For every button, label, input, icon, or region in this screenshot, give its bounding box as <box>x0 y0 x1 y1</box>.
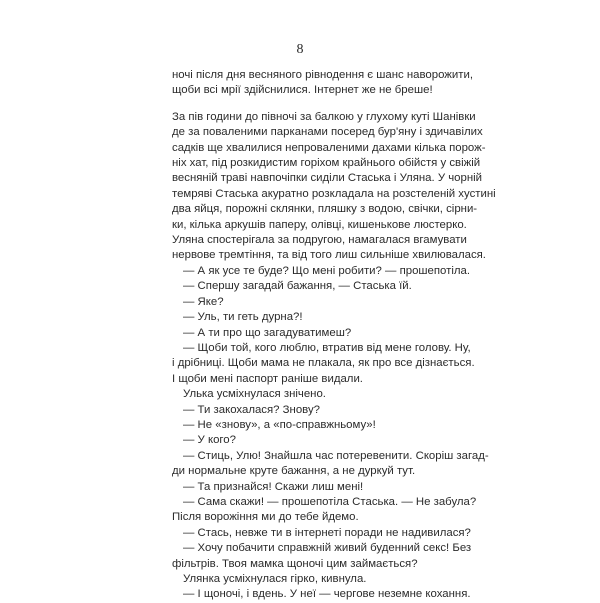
text-line: ди нормальне круте бажання, а не дуркуй тут. <box>172 465 416 478</box>
text-line: щоби всі мрії здійснилися. Інтернет же не бреше! <box>172 84 433 97</box>
text-line: де за поваленими парканами посеред бур'яну і здичавілих <box>172 126 483 139</box>
text-line: темряві Стаська акуратно розкладала на розстеленій хустині <box>172 187 496 200</box>
text-line: — Уль, ти геть дурна?! <box>183 311 303 324</box>
text-line: і дрібниці. Щоби мама не плакала, як про все дізнається. <box>172 357 475 370</box>
text-line: — А ти про що загадуватимеш? <box>183 326 352 339</box>
text-line: — А як усе те буде? Що мені робити? — прошепотіла. <box>183 264 471 277</box>
text-line: ки, кілька аркушів паперу, олівці, кишенькове люстерко. <box>172 218 467 231</box>
text-line: — Яке? <box>183 295 224 308</box>
text-line: Після ворожіння ми до тебе йдемо. <box>172 511 359 524</box>
text-line: — Ти закохалася? Знову? <box>183 403 320 416</box>
text-line: ніх хат, під розкидистим горіхом крайнього обійстя у свіжій <box>172 157 481 170</box>
text-line: фільтрів. Твоя мамка щоночі цим займається? <box>172 557 418 570</box>
text-line: — Та признайся! Скажи лиш мені! <box>183 480 364 493</box>
page-number: 8 <box>296 42 304 57</box>
text-line: садків ще хвалилися непровaленими дахами кілька порож- <box>172 141 486 154</box>
text-line: І щоби мені паспорт раніше видали. <box>172 372 363 385</box>
text-line: Улька усміхнулася знічено. <box>183 388 326 401</box>
text-line: — Щоби той, кого люблю, втратив від мене голову. Ну, <box>183 341 471 354</box>
text-line: — Не «знову», а «по-справжньому»! <box>183 418 376 431</box>
text-line: — У кого? <box>183 434 236 447</box>
text-line: ночі після дня весняного рівнодення є шанс наворожити, <box>172 69 474 81</box>
text-line: нервове тремтіння, та від того лиш сильніше хвилювалася. <box>172 249 486 262</box>
text-line: Улянка усміхнулася гірко, кивнула. <box>183 573 367 585</box>
text-line: два яйця, порожні склянки, пляшку з водою, свічки, сірни- <box>172 203 478 216</box>
text-line: — Сама скажи! — прошепотіла Стаська. — Не забула? <box>183 495 477 508</box>
body-text <box>172 68 496 603</box>
text-line: — Спершу загадай бажання, — Стаська їй. <box>183 280 412 293</box>
text-line: — Хочу побачити справжній живий буденний секс! Без <box>183 542 472 555</box>
text-line: — Стась, невже ти в інтернеті поради не надивилася? <box>183 526 471 539</box>
text-line: — І щоночі, і вдень. У неї — чергове неземне кохання. <box>183 588 471 601</box>
text-line: — Стиць, Улю! Знайшла час потеревенити. Скоріш загад- <box>183 449 489 462</box>
text-line: За пів години до півночі за балкою у глухому куті Шанівки <box>172 110 476 123</box>
paragraph-gap <box>172 99 452 110</box>
text-line: весняній траві навпочіпки сиділи Стаська і Уляна. У чорній <box>172 172 483 185</box>
text-line: Уляна спостерігала за подругою, намагалася вгамувати <box>172 234 467 247</box>
